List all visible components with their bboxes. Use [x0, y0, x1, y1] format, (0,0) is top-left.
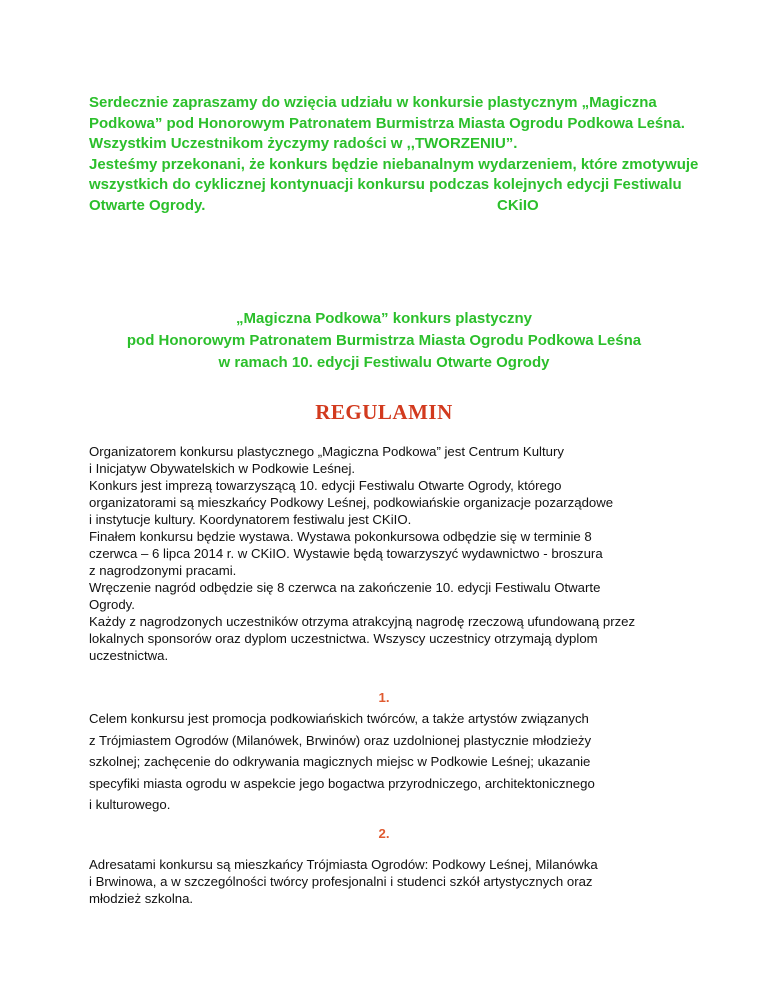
contest-title [0, 308, 768, 374]
title-line: pod Honorowym Patronatem Burmistrza Miasta Ogrodu Podkowa Leśna [126, 332, 642, 349]
body-line: czerwca – 6 lipca 2014 r. w CKiIO. Wystawie będą towarzyszyć wydawnictwo - broszura [89, 546, 603, 561]
intro-line: Serdecznie zapraszamy do wzięcia udziału w konkursie plastycznym „Magiczna [89, 94, 657, 111]
intro-section [89, 443, 689, 664]
intro-line: Otwarte Ogrody. [89, 196, 206, 214]
body-line: i Brwinowa, a w szczególności twórcy profesjonalni i studenci szkół artystycznych oraz [89, 874, 593, 889]
section-number-1: 1. [378, 690, 390, 705]
body-line: Finałem konkursu będzie wystawa. Wystawa pokonkursowa odbędzie się w terminie 8 [89, 529, 592, 544]
body-line: lokalnych sponsorów oraz dyplom uczestnictwa. Wszyscy uczestnicy otrzymają dyplom [89, 631, 598, 646]
body-line: Konkurs jest imprezą towarzyszącą 10. edycji Festiwalu Otwarte Ogrody, którego [89, 478, 562, 493]
section-number-2: 2. [378, 826, 390, 841]
body-line: Celem konkursu jest promocja podkowiańskich twórców, a także artystów związanych [89, 711, 589, 726]
title-line: „Magiczna Podkowa” konkurs plastyczny [236, 310, 532, 327]
intro-line: Jesteśmy przekonani, że konkurs będzie niebanalnym wydarzeniem, które zmotywuje [89, 155, 699, 173]
section-1 [89, 708, 689, 816]
body-line: uczestnictwa. [89, 648, 169, 663]
body-line: z Trójmiastem Ogrodów (Milanówek, Brwinów) oraz uzdolnionej plastycznie młodzieży [89, 732, 592, 748]
body-line: Organizatorem konkursu plastycznego „Magiczna Podkowa” jest Centrum Kultury [89, 444, 564, 459]
body-line: specyfiki miasta ogrodu w aspekcie jego bogactwa przyrodniczego, architektonicznego [89, 775, 595, 791]
body-line: i instytucje kultury. Koordynatorem festiwalu jest CKiIO. [89, 512, 412, 527]
body-line: szkolnej; zachęcenie do odkrywania magicznych miejsc w Podkowie Leśnej; ukazanie [89, 754, 591, 769]
body-line: i Inicjatyw Obywatelskich w Podkowie Leśnej. [89, 461, 356, 476]
body-line: organizatorami są mieszkańcy Podkowy Leśnej, podkowiańskie organizacje pozarządowe [89, 495, 614, 510]
regulations-heading: REGULAMIN [315, 400, 453, 424]
title-line: w ramach 10. edycji Festiwalu Otwarte Ogrody [218, 354, 550, 371]
section-2 [89, 856, 689, 907]
body-line: Każdy z nagrodzonych uczestników otrzyma atrakcyjną nagrodę rzeczową ufundowaną przez [89, 614, 636, 629]
intro-line: Wszystkim Uczestnikom życzymy radości w ,,TWORZENIU”. [89, 135, 518, 153]
body-line: Wręczenie nagród odbędzie się 8 czerwca na zakończenie 10. edycji Festiwalu Otwarte [89, 580, 601, 595]
intro-line: wszystkich do cyklicznej kontynuacji konkursu podczas kolejnych edycji Festiwalu [89, 176, 682, 194]
signature: CKiIO [497, 197, 539, 214]
body-line: i kulturowego. [89, 797, 171, 812]
body-line: młodzież szkolna. [89, 891, 194, 906]
invitation-intro [89, 93, 749, 217]
intro-line: Podkowa” pod Honorowym Patronatem Burmistrza Miasta Ogrodu Podkowa Leśna. [89, 114, 685, 132]
body-line: Ogrody. [89, 597, 135, 612]
body-line: z nagrodzonymi pracami. [89, 563, 237, 578]
body-line: Adresatami konkursu są mieszkańcy Trójmiasta Ogrodów: Podkowy Leśnej, Milanówka [89, 857, 598, 872]
